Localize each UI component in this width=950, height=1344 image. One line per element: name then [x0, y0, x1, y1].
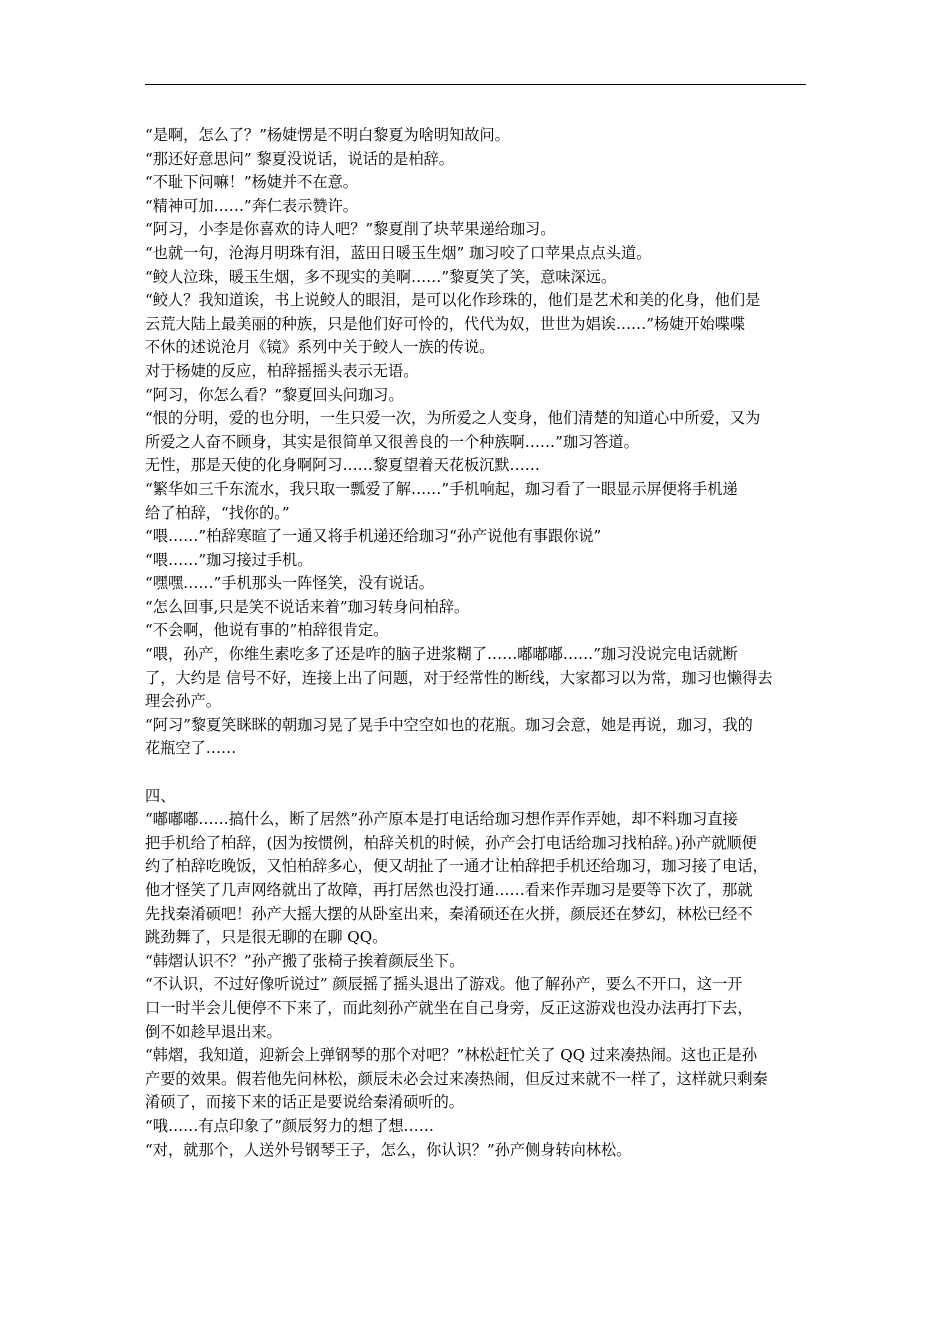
- paragraph-line: “那还好意思问” 黎夏没说话，说话的是柏辞。: [145, 149, 454, 168]
- paragraph-line: “阿习，你怎么看？”黎夏回头问珈习。: [145, 385, 404, 404]
- paragraph-line: 倒不如趁早退出来。: [145, 1022, 282, 1041]
- paragraph-line: 不休的述说沧月《镜》系列中关于鲛人一族的传说。: [145, 338, 495, 357]
- paragraph-line: 他才怪笑了几声网络就出了故障，再打居然也没打通……看来作弄珈习是要等下次了，那就: [145, 881, 753, 899]
- header-rule: [145, 84, 806, 85]
- paragraph-line: 把手机给了柏辞，(因为按惯例，柏辞关机的时候，孙产会打电话给珈习找柏辞。)孙产就顺便: [145, 833, 757, 852]
- paragraph-line: “不耻下问嘛！”杨婕并不在意。: [145, 173, 358, 192]
- section-heading: 四、: [145, 786, 176, 805]
- paragraph-line: 所爱之人奋不顾身，其实是很简单又很善良的一个种族啊……”珈习答道。: [145, 432, 639, 451]
- paragraph-line: “阿习，小李是你喜欢的诗人吧？”黎夏削了块苹果递给珈习。: [145, 220, 556, 239]
- paragraph-line: “怎么回事,只是笑不说话来着”珈习转身问柏辞。: [145, 597, 470, 616]
- paragraph-line: “不认识，不过好像听说过” 颜辰摇了摇头退出了游戏。他了解孙产，要么不开口，这一开: [145, 975, 743, 994]
- paragraph-line: “恨的分明，爱的也分明，一生只爱一次，为所爱之人变身，他们清楚的知道心中所爱，又为: [145, 409, 761, 428]
- paragraph-line: “精神可加……”奔仁表示赞许。: [145, 196, 358, 215]
- paragraph-line: “嘿嘿……”手机那头一阵怪笑，没有说话。: [145, 574, 434, 593]
- paragraph-line: 约了柏辞吃晚饭，又怕柏辞多心，便又胡扯了一通才让柏辞把手机还给珈习，珈习接了电话，: [145, 857, 768, 876]
- paragraph-line: “韩熠，我知道，迎新会上弹钢琴的那个对吧？”林松赶忙关了 QQ 过来凑热闹。这也正是孙: [145, 1046, 758, 1065]
- paragraph-line: 淆硕了，而接下来的话正是要说给秦淆硕听的。: [145, 1093, 464, 1112]
- paragraph-line: 对于杨婕的反应，柏辞摇摇头表示无语。: [145, 361, 419, 380]
- paragraph-line: “也就一句，沧海月明珠有泪，蓝田日暖玉生烟” 珈习咬了口苹果点点头道。: [145, 243, 652, 262]
- paragraph-line: “鲛人？我知道诶，书上说鲛人的眼泪，是可以化作珍珠的，他们是艺术和美的化身，他们是: [145, 291, 761, 310]
- paragraph-line: 无性，那是天使的化身啊阿习……黎夏望着天花板沉默……: [145, 456, 540, 475]
- paragraph-line: “嘟嘟嘟……搞什么，断了居然”孙产原本是打电话给珈习想作弄作弄她，却不料珈习直接: [145, 810, 738, 829]
- paragraph-line: “哦……有点印象了”颜辰努力的想了想……: [145, 1116, 434, 1135]
- blank-line: [145, 761, 809, 785]
- paragraph-line: “喂……”珈习接过手机。: [145, 550, 313, 569]
- paragraph-line: “繁华如三千东流水，我只取一瓢爱了解……”手机响起，珈习看了一眼显示屏便将手机递: [145, 479, 738, 498]
- paragraph-line: “鲛人泣珠，暖玉生烟，多不现实的美啊……”黎夏笑了笑，意味深远。: [145, 267, 617, 286]
- paragraph-line: 了，大约是 信号不好，连接上出了问题，对于经常性的断线，大家都习以为常，珈习也懒得去: [145, 668, 773, 687]
- paragraph-line: “是啊，怎么了？”杨婕愣是不明白黎夏为啥明知故问。: [145, 126, 510, 144]
- paragraph-line: “阿习”黎夏笑眯眯的朝珈习晃了晃手中空空如也的花瓶。珈习会意，她是再说，珈习，我的: [145, 715, 753, 734]
- paragraph-line: “韩熠认识不？”孙产搬了张椅子挨着颜辰坐下。: [145, 951, 465, 970]
- paragraph-line: “不会啊，他说有事的”柏辞很肯定。: [145, 621, 389, 640]
- paragraph-line: 给了柏辞，“找你的。”: [145, 503, 290, 522]
- paragraph-line: 口一时半会儿便停不下来了，而此刻孙产就坐在自己身旁，反正这游戏也没办法再打下去，: [145, 998, 753, 1017]
- paragraph-line: 花瓶空了……: [145, 739, 237, 758]
- paragraph-line: 产要的效果。假若他先问林松，颜辰未必会过来凑热闹，但反过来就不一样了，这样就只剩秦: [145, 1069, 768, 1088]
- paragraph-line: “喂……”柏辞寒暄了一通又将手机递还给珈习“孙产说他有事跟你说”: [145, 527, 602, 546]
- paragraph-line: “喂，孙产，你维生素吃多了还是咋的脑子进浆糊了……嘟嘟嘟……”珈习没说完电话就断: [145, 645, 738, 664]
- paragraph-line: 先找秦淆硕吧！孙产大摇大摆的从卧室出来，秦淆硕还在火拼，颜辰还在梦幻，林松已经不: [145, 904, 753, 923]
- paragraph-line: 云荒大陆上最美丽的种族，只是他们好可怜的，代代为奴，世世为娼诶……”杨婕开始喋喋: [145, 314, 746, 333]
- paragraph-line: 理会孙产。: [145, 692, 221, 711]
- paragraph-line: “对，就那个，人送外号钢琴王子，怎么，你认识？”孙产侧身转向林松。: [145, 1140, 632, 1159]
- paragraph-line: 跳劲舞了，只是很无聊的在聊 QQ。: [145, 928, 388, 947]
- body-text: [145, 124, 809, 1162]
